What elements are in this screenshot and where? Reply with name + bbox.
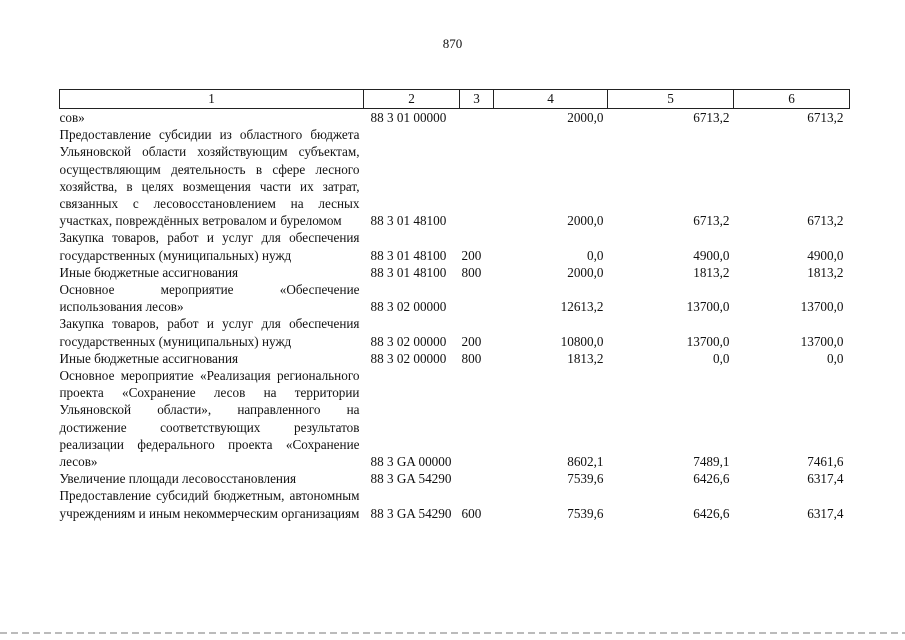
row-value-col4: 0,0 xyxy=(587,247,604,263)
row-value-col6: 1813,2 xyxy=(807,264,844,280)
row-value-col6: 7461,6 xyxy=(807,454,844,470)
table-row xyxy=(60,367,850,470)
row-code: 88 3 01 48100 xyxy=(370,247,447,263)
row-value-col6: 13700,0 xyxy=(800,299,844,315)
column-header-5: 5 xyxy=(608,90,734,109)
row-expense-type: 800 xyxy=(461,264,482,280)
row-value-col5: 6426,6 xyxy=(693,505,730,521)
row-name: Закупка товаров, работ и услуг для обеспечения государственных (муниципальных) нужд xyxy=(59,230,360,263)
row-value-col4: 1813,2 xyxy=(567,350,604,366)
row-expense-type xyxy=(460,126,494,229)
row-value-col4: 12613,2 xyxy=(560,299,604,315)
row-name: Предоставление субсидий бюджетным, автономным учреждениям и иным некоммерческим организациям xyxy=(59,488,360,521)
budget-table xyxy=(59,89,850,522)
row-expense-type: 800 xyxy=(461,350,482,366)
row-code: 88 3 01 00000 xyxy=(370,110,447,125)
column-header-1: 1 xyxy=(60,90,364,109)
row-code: 88 3 GA 00000 xyxy=(370,454,452,470)
table-header xyxy=(60,90,850,109)
row-value-col6: 13700,0 xyxy=(800,333,844,349)
row-value-col6: 6317,4 xyxy=(807,471,844,487)
row-name: Предоставление субсидии из областного бюджета Ульяновской области хозяйствующим субъектам, осуществляющим деятельность в сфере лесного хозяйства, в целях возмещения части их затрат, связанных с лесовосстановлением на лесных участках, повреждённых ветровалом и буреломом xyxy=(59,127,360,229)
row-code: 88 3 01 48100 xyxy=(370,264,447,280)
column-header-2: 2 xyxy=(364,90,460,109)
table-row xyxy=(60,126,850,229)
row-value-col4: 8602,1 xyxy=(567,454,604,470)
table-row xyxy=(60,350,850,367)
row-code: 88 3 02 00000 xyxy=(370,333,447,349)
row-value-col5: 13700,0 xyxy=(686,333,730,349)
row-value-col6: 6713,2 xyxy=(807,110,844,125)
row-expense-type xyxy=(460,470,494,487)
row-value-col5: 0,0 xyxy=(713,350,730,366)
table-body xyxy=(60,109,850,522)
row-code: 88 3 02 00000 xyxy=(370,350,447,366)
row-expense-type: 200 xyxy=(461,333,482,349)
row-value-col4: 2000,0 xyxy=(567,110,604,125)
row-value-col4: 10800,0 xyxy=(560,333,604,349)
row-code: 88 3 01 48100 xyxy=(370,213,447,229)
row-code: 88 3 GA 54290 xyxy=(370,471,452,487)
row-value-col6: 0,0 xyxy=(827,350,844,366)
row-name: Увеличение площади лесовосстановления xyxy=(59,471,297,487)
row-expense-type xyxy=(460,109,494,127)
row-value-col6: 4900,0 xyxy=(807,247,844,263)
row-value-col6: 6317,4 xyxy=(807,505,844,521)
table-row xyxy=(60,281,850,315)
row-value-col5: 6713,2 xyxy=(693,110,730,125)
header-row xyxy=(60,90,850,109)
row-name: сов» xyxy=(59,110,85,125)
row-value-col6: 6713,2 xyxy=(807,213,844,229)
row-value-col5: 7489,1 xyxy=(693,454,730,470)
table-row xyxy=(60,264,850,281)
row-name: Иные бюджетные ассигнования xyxy=(59,264,239,280)
row-expense-type: 600 xyxy=(461,505,482,521)
row-expense-type: 200 xyxy=(461,247,482,263)
row-code: 88 3 02 00000 xyxy=(370,299,447,315)
row-name: Закупка товаров, работ и услуг для обеспечения государственных (муниципальных) нужд xyxy=(59,316,360,349)
row-value-col4: 7539,6 xyxy=(567,505,604,521)
row-name: Основное мероприятие «Реализация регионального проекта «Сохранение лесов на территории Ульяновской области», направленного на достижение соответствующих результатов реализации федерального проекта «Сохранение лесов» xyxy=(59,368,360,470)
row-value-col5: 13700,0 xyxy=(686,299,730,315)
table-row xyxy=(60,315,850,349)
row-value-col5: 1813,2 xyxy=(693,264,730,280)
row-name: Иные бюджетные ассигнования xyxy=(59,350,239,366)
row-value-col4: 2000,0 xyxy=(567,264,604,280)
row-name: Основное мероприятие «Обеспечение использования лесов» xyxy=(59,282,360,315)
row-value-col5: 6713,2 xyxy=(693,213,730,229)
row-expense-type xyxy=(460,367,494,470)
row-value-col4: 2000,0 xyxy=(567,213,604,229)
table-row xyxy=(60,470,850,487)
row-value-col5: 6426,6 xyxy=(693,471,730,487)
row-expense-type xyxy=(460,281,494,315)
row-value-col4: 7539,6 xyxy=(567,471,604,487)
table-row xyxy=(60,109,850,127)
page-number: 870 xyxy=(442,36,463,51)
table-row xyxy=(60,229,850,263)
row-code: 88 3 GA 54290 xyxy=(370,505,452,521)
row-value-col5: 4900,0 xyxy=(693,247,730,263)
column-header-4: 4 xyxy=(494,90,608,109)
scan-artifact-line xyxy=(0,632,905,634)
table-row xyxy=(60,487,850,521)
column-header-6: 6 xyxy=(734,90,850,109)
column-header-3: 3 xyxy=(460,90,494,109)
